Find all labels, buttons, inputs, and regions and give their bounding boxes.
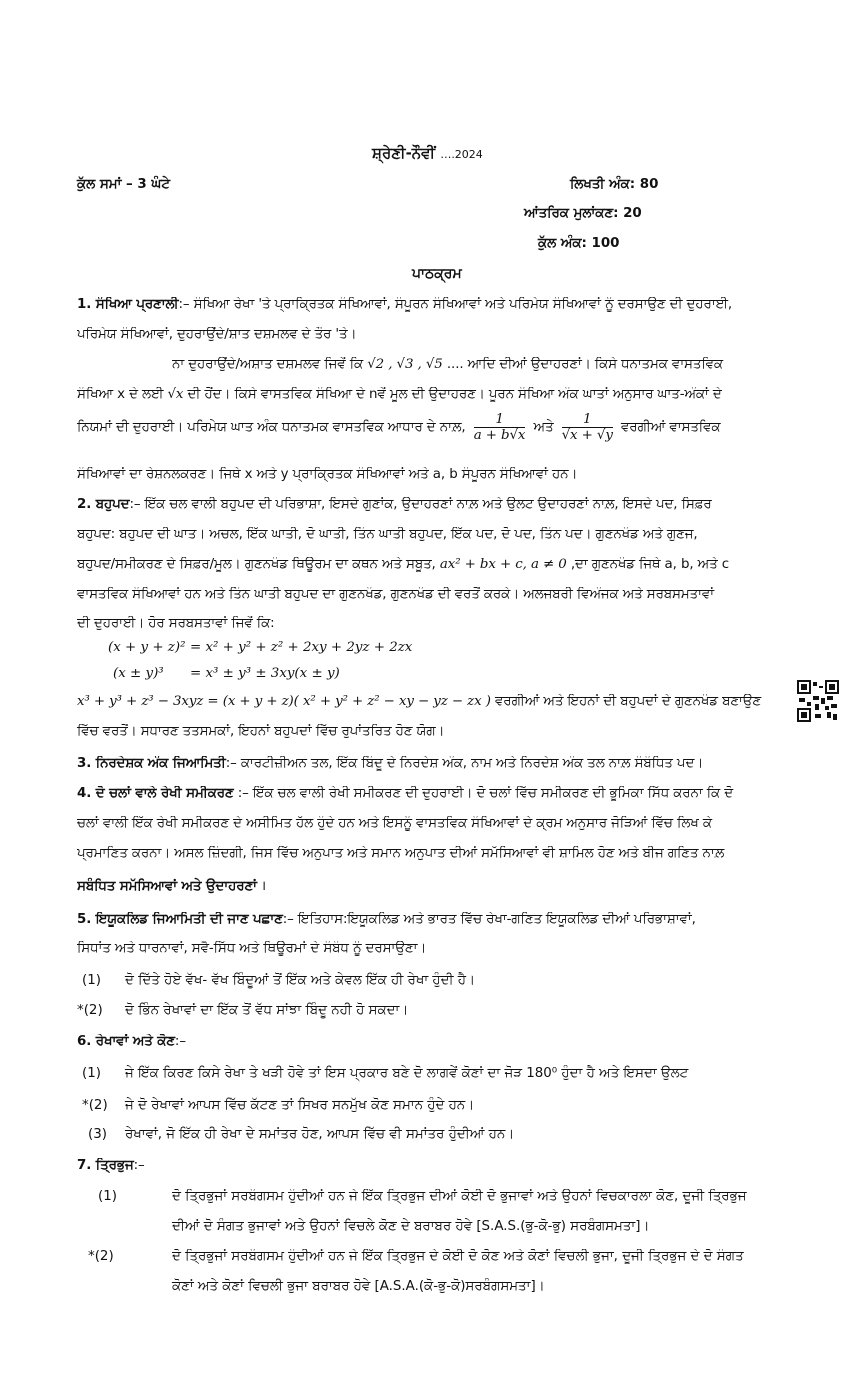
s4-line4: ਸਬੰਧਿਤ ਸਮੱਸਿਆਵਾਂ ਅਤੇ ਉਦਾਹਰਣਾਂ ।	[77, 879, 267, 894]
s7-item1-line2: ਦੀਆਂ ਦੋ ਸੰਗਤ ਭੁਜਾਵਾਂ ਅਤੇ ਉਹਨਾਂ ਵਿਚਲੇ ਕੋਣ ਦੇ ਬਰਾਬਰ ਹੋਵੇ [S.A.S.(ਭੁ-ਕੋ-ਭੁ) ਸਰਬੰਗਸਮਤਾ]।	[172, 1219, 650, 1234]
internal-marks: ਆਂਤਰਿਕ ਮੁਲਾਂਕਣ: 20	[524, 206, 642, 221]
written-marks: ਲਿਖਤੀ ਅੰਕ: 80	[570, 177, 659, 192]
s6-item3: ਰੇਖਾਵਾਂ, ਜੋ ਇੱਕ ਹੀ ਰੇਖਾ ਦੇ ਸਮਾਂਤਰ ਹੋਣ, ਆਪਸ ਵਿੱਚ ਵੀ ਸਮਾਂਤਰ ਹੁੰਦੀਆਂ ਹਨ।	[125, 1127, 515, 1142]
s1-line1: 1. ਸੰਖਿਆ ਪ੍ਰਣਾਲੀ:– ਸੰਖਿਆ ਰੇਖਾ 'ਤੇ ਪ੍ਰਾਕ੍ਰਿਤਕ ਸੰਖਿਆਵਾਂ, ਸੰਪੂਰਨ ਸੰਖਿਆਵਾਂ ਅਤੇ ਪਰਿਮੇਯ ਸੰਖਿਆਵਾਂ ਨੂੰ ਦਰਸਾਉਣ ਦੀ ਦੁਹਰਾਈ,	[77, 297, 733, 312]
s5-item2: ਦੋ ਭਿੰਨ ਰੇਖਾਵਾਂ ਦਾ ਇੱਕ ਤੋਂ ਵੱਧ ਸਾਂਝਾ ਬਿੰਦੂ ਨਹੀ ਹੋ ਸਕਦਾ।	[125, 1003, 409, 1018]
s1-line3: ਨਾ ਦੁਹਰਾਉਂਦੇ/ਅਸ਼ਾਤ ਦਸ਼ਮਲਵ ਜਿਵੇਂ ਕਿ √2 , √3 , √5 .... ਆਦਿ ਦੀਆਂ ਉਦਾਹਰਣਾਂ। ਕਿਸੇ ਧਨਾਤਮਕ ਵਾਸਤਵਿਕ	[172, 357, 723, 372]
identity-2-left: (x ± y)³	[113, 666, 164, 681]
s6-item1-number: (1)	[82, 1066, 101, 1081]
s4-line3: ਪ੍ਰਮਾਣਿਤ ਕਰਨਾ। ਅਸਲ ਜ਼ਿੰਦਗੀ, ਜਿਸ ਵਿੱਚ ਅਨੁਪਾਤ ਅਤੇ ਸਮਾਨ ਅਨੁਪਾਤ ਦੀਆਂ ਸਮੱਸਿਆਵਾਂ ਵੀ ਸ਼ਾਮਿਲ ਹੋਣ ਅਤੇ ਬੀਜ ਗਣਿਤ ਨਾਲ਼	[77, 846, 725, 861]
identity-2-right: = x³ ± y³ ± 3xy(x ± y)	[190, 666, 340, 681]
s1-line6: ਸੰਖਿਆਵਾਂ ਦਾ ਰੇਸ਼ਨਲਕਰਣ। ਜਿਥੇ x ਅਤੇ y ਪ੍ਰਾਕ੍ਰਿਤਕ ਸੰਖਿਆਵਾਂ ਅਤੇ a, b ਸੰਪੂਰਨ ਸੰਖਿਆਵਾਂ ਹਨ।	[77, 467, 578, 482]
s6-heading: 6. ਰੇਖਾਵਾਂ ਅਤੇ ਕੋਣ	[77, 1034, 175, 1049]
syllabus-heading: ਪਾਠਕ੍ਰਮ	[412, 266, 462, 282]
surd-examples: √2 , √3 , √5	[367, 357, 443, 372]
identity-1-right: = x² + y² + z² + 2xy + 2yz + 2zx	[190, 640, 413, 655]
s6-line1: 6. ਰੇਖਾਵਾਂ ਅਤੇ ਕੋਣ:–	[77, 1034, 186, 1049]
s6-item2-number: *(2)	[82, 1098, 108, 1113]
s7-item2-line1: ਦੋ ਤ੍ਰਿਭੁਜਾਂ ਸਰਬੰਗਸਮ ਹੁੰਦੀਆਂ ਹਨ ਜੇ ਇੱਕ ਤ੍ਰਿਭੁਜ ਦੇ ਕੋਈ ਦੋ ਕੋਣ ਅਤੇ ਕੋਣਾਂ ਵਿਚਲੀ ਭੁਜਾ, ਦੂਜੀ ਤ੍ਰਿਭੁਜ ਦੇ ਦੋ ਸੰਗਤ	[172, 1249, 744, 1264]
s5-line2: ਸਿਧਾਂਤ ਅਤੇ ਧਾਰਨਾਵਾਂ, ਸਵੈ-ਸਿੱਧ ਅਤੇ ਥਿਊਰਮਾਂ ਦੇ ਸੰਬੰਧ ਨੂੰ ਦਰਸਾਉਣਾ।	[77, 941, 427, 956]
qr-code-icon	[797, 680, 839, 722]
year: ….2024	[440, 148, 483, 161]
s4-line1: 4. ਦੋ ਚਲਾਂ ਵਾਲੇ ਰੇਖੀ ਸਮੀਕਰਣ :– ਇੱਕ ਚਲ ਵਾਲੀ ਰੇਖੀ ਸਮੀਕਰਣ ਦੀ ਦੁਹਰਾਈ। ਦੋ ਚਲਾਂ ਵਿੱਚ ਸਮੀਕਰਣ ਦੀ ਭੂਮਿਕਾ ਸਿੱਧ ਕਰਨਾ ਕਿ ਦੋ	[77, 786, 733, 801]
class-title: ਸ਼੍ਰੇਣੀ-ਨੌਵੀਂ	[372, 144, 436, 162]
s5-item2-number: *(2)	[77, 1003, 103, 1018]
s7-line1: 7. ਤ੍ਰਿਭੁਜ:–	[77, 1158, 145, 1173]
s7-item1-line1: ਦੋ ਤ੍ਰਿਭੁਜਾਂ ਸਰਬੰਗਸਮ ਹੁੰਦੀਆਂ ਹਨ ਜੇ ਇੱਕ ਤ੍ਰਿਭੁਜ ਦੀਆਂ ਕੋਈ ਦੋ ਭੁਜਾਵਾਂ ਅਤੇ ਉਹਨਾਂ ਵਿਚਕਾਰਲਾ ਕੋਣ, ਦੂਜੀ ਤ੍ਰਿਭੁਜ	[172, 1189, 747, 1204]
s3-heading: 3. ਨਿਰਦੇਸ਼ਕ ਅੰਕ ਜਿਆਮਿਤੀ	[77, 756, 226, 771]
s1-line2: ਪਰਿਮੇਯ ਸੰਖਿਆਵਾਂ, ਦੁਹਰਾਉਂਦੇ/ਸ਼ਾਤ ਦਸ਼ਮਲਵ ਦੇ ਤੌਰ 'ਤੇ।	[77, 327, 357, 342]
identity-3: x³ + y³ + z³ − 3xyz = (x + y + z)( x² + y² + z² − xy − yz − zx )	[77, 694, 491, 709]
s1-line4: ਸੰਖਿਆ x ਦੇ ਲਈ √x ਦੀ ਹੋਂਦ। ਕਿਸੇ ਵਾਸਤਵਿਕ ਸੰਖਿਆ ਦੇ nਵੇਂ ਮੂਲ ਦੀ ਉਦਾਹਰਣ। ਪੂਰਨ ਸੰਖਿਆ ਅੰਕ ਘਾਤਾਂ ਅਨੁਸਾਰ ਘਾਤ-ਅੰਕਾਂ ਦੇ	[77, 387, 722, 402]
s7-heading: 7. ਤ੍ਰਿਭੁਜ	[77, 1158, 134, 1173]
s7-item2-line2: ਕੋਣਾਂ ਅਤੇ ਕੋਣਾਂ ਵਿਚਲੀ ਭੁਜਾ ਬਰਾਬਰ ਹੋਵੇ [A.S.A.(ਕੋ-ਭੁ-ਕੋ)ਸਰਬੰਗਸਮਤਾ]।	[172, 1279, 545, 1294]
s2-line4: ਵਾਸਤਵਿਕ ਸੰਖਿਆਵਾਂ ਹਨ ਅਤੇ ਤਿੰਨ ਘਾਤੀ ਬਹੁਪਦ ਦਾ ਗੁਣਨਖੰਡ, ਗੁਣਨਖੰਡ ਦੀ ਵਰਤੋਂ ਕਰਕੇ। ਅਲਜਬਰੀ ਵਿਅੰਜਕ ਅਤੇ ਸਰਬਸਮਤਾਵਾਂ	[77, 587, 714, 602]
s4-line2: ਚਲਾਂ ਵਾਲੀ ਇੱਕ ਰੇਖੀ ਸਮੀਕਰਣ ਦੇ ਅਸੀਮਿਤ ਹੱਲ ਹੁੰਦੇ ਹਨ ਅਤੇ ਇਸਨੂੰ ਵਾਸਤਵਿਕ ਸੰਖਿਆਵਾਂ ਦੇ ਕ੍ਰਮ ਅਨੁਸਾਰ ਜੋੜਿਆਂ ਵਿੱਚ ਲਿਖ ਕੇ	[77, 816, 712, 831]
fraction-2: $\frac{1}{√x + √y}$	[561, 412, 613, 443]
s2-line3: ਬਹੁਪਦ/ਸਮੀਕਰਣ ਦੇ ਸਿਫ਼ਰ/ਮੂਲ। ਗੁਣਨਖੰਡ ਥਿਊਰਮ ਦਾ ਕਥਨ ਅਤੇ ਸਬੂਤ, ax² + bx + c, a ≠ 0 ,ਦਾ ਗੁਣਨਖੰਡ ਜਿਥੇ a, b, ਅਤੇ c	[77, 557, 729, 572]
s3-line1: 3. ਨਿਰਦੇਸ਼ਕ ਅੰਕ ਜਿਆਮਿਤੀ:– ਕਾਰਟੀਜ਼ੀਅਨ ਤਲ, ਇੱਕ ਬਿੰਦੂ ਦੇ ਨਿਰਦੇਸ਼ ਅੰਕ, ਨਾਮ ਅਤੇ ਨਿਰਦੇਸ਼ ਅੰਕ ਤਲ ਨਾਲ਼ ਸੰਬੰਧਿਤ ਪਦ।	[77, 756, 704, 771]
s7-item2-number: *(2)	[88, 1249, 114, 1264]
s2-line1: 2. ਬਹੁਪਦ:– ਇੱਕ ਚਲ ਵਾਲੀ ਬਹੁਪਦ ਦੀ ਪਰਿਭਾਸ਼ਾ, ਇਸਦੇ ਗੁਣਾਂਕ, ਉਦਾਹਰਣਾਂ ਨਾਲ਼ ਅਤੇ ਉਲਟ ਉਦਾਹਰਣਾਂ ਨਾਲ਼, ਇਸਦੇ ਪਦ, ਸਿਫ਼ਰ	[77, 497, 712, 512]
s2-identity-3-line: x³ + y³ + z³ − 3xyz = (x + y + z)( x² + y² + z² − xy − yz − zx ) ਵਰਗੀਆਂ ਅਤੇ ਇਹਨਾਂ ਦੀ ਬਹੁਪਦਾਂ ਦੇ ਗੁਣਨਖੰਡ ਬਣਾਉਣ	[77, 694, 761, 709]
s4-heading: 4. ਦੋ ਚਲਾਂ ਵਾਲੇ ਰੇਖੀ ਸਮੀਕਰਣ	[77, 786, 234, 801]
total-time: ਕੁੱਲ ਸਮਾਂ – 3 ਘੰਟੇ	[77, 177, 170, 192]
s5-item1: ਦੋ ਦਿੱਤੇ ਹੋਏ ਵੱਖ- ਵੱਖ ਬਿੰਦੂਆਂ ਤੋਂ ਇੱਕ ਅਤੇ ਕੇਵਲ ਇੱਕ ਹੀ ਰੇਖਾ ਹੁੰਦੀ ਹੈ।	[125, 973, 476, 988]
s7-item1-number: (1)	[98, 1189, 117, 1204]
s2-line5: ਦੀ ਦੁਹਰਾਈ। ਹੋਰ ਸਰਬਸਤਾਵਾਂ ਜਿਵੇਂ ਕਿ:	[77, 616, 275, 631]
s2-line6: ਵਿੱਚ ਵਰਤੋਂ। ਸਧਾਰਣ ਤਤਸਮਕਾਂ, ਇਹਨਾਂ ਬਹੁਪਦਾਂ ਵਿੱਚ ਰੁਪਾਂਤਰਿਤ ਹੋਣ ਯੋਗ।	[77, 724, 445, 739]
sqrt-x: √x	[167, 387, 184, 402]
s2-heading: 2. ਬਹੁਪਦ	[77, 497, 130, 512]
s6-item2: ਜੇ ਦੋ ਰੇਖਾਵਾਂ ਆਪਸ ਵਿੱਚ ਕੱਟਣ ਤਾਂ ਸਿਖਰ ਸਨਮੁੱਖ ਕੋਣ ਸਮਾਨ ਹੁੰਦੇ ਹਨ।	[125, 1098, 475, 1113]
s5-line1: 5. ਇਯੂਕਲਿਡ ਜਿਆਮਿਤੀ ਦੀ ਜਾਣ ਪਛਾਣ:– ਇਤਿਹਾਸ:ਇਯੂਕਲਿਡ ਅਤੇ ਭਾਰਤ ਵਿੱਚ ਰੇਖਾ-ਗਣਿਤ ਇਯੂਕਲਿਡ ਦੀਆਂ ਪਰਿਭਾਸ਼ਾਵਾਂ,	[77, 912, 696, 927]
s2-line2: ਬਹੁਪਦ: ਬਹੁਪਦ ਦੀ ਘਾਤ। ਅਚਲ, ਇੱਕ ਘਾਤੀ, ਦੋ ਘਾਤੀ, ਤਿੰਨ ਘਾਤੀ ਬਹੁਪਦ, ਇੱਕ ਪਦ, ਦੋ ਪਦ, ਤਿੰਨ ਪਦ। ਗੁਣਨਖੰਡ ਅਤੇ ਗੁਣਜ,	[77, 527, 698, 542]
quadratic-expression: ax² + bx + c, a ≠ 0	[439, 557, 567, 572]
s1-line5: ਨਿਯਮਾਂ ਦੀ ਦੁਹਰਾਈ। ਪਰਿਮੇਯ ਘਾਤ ਅੰਕ ਧਨਾਤਮਕ ਵਾਸਤਵਿਕ ਆਧਾਰ ਦੇ ਨਾਲ਼, $\frac{1}{a + b√x}$ ਅਤੇ $\frac{1}{√x + √y}$ ਵਰਗੀਆਂ ਵਾਸਤਵਿਕ	[77, 412, 721, 443]
s1-heading: 1. ਸੰਖਿਆ ਪ੍ਰਣਾਲੀ	[77, 297, 179, 312]
s6-item3-number: (3)	[88, 1127, 107, 1142]
page-title	[372, 144, 483, 162]
s6-item1: ਜੇ ਇੱਕ ਕਿਰਣ ਕਿਸੇ ਰੇਖਾ ਤੇ ਖੜੀ ਹੋਵੇ ਤਾਂ ਇਸ ਪ੍ਰਕਾਰ ਬਣੇ ਦੋ ਲਾਗਵੇਂ ਕੋਣਾਂ ਦਾ ਜੋੜ 180⁰ ਹੁੰਦਾ ਹੈ ਅਤੇ ਇਸਦਾ ਉਲਟ	[125, 1066, 689, 1081]
total-marks: ਕੁੱਲ ਅੰਕ: 100	[538, 236, 620, 251]
fraction-1: $\frac{1}{a + b√x}$	[473, 412, 526, 443]
s5-item1-number: (1)	[82, 973, 101, 988]
identity-1-left: (x + y + z)²	[108, 640, 186, 655]
s5-heading: 5. ਇਯੂਕਲਿਡ ਜਿਆਮਿਤੀ ਦੀ ਜਾਣ ਪਛਾਣ	[77, 912, 283, 927]
